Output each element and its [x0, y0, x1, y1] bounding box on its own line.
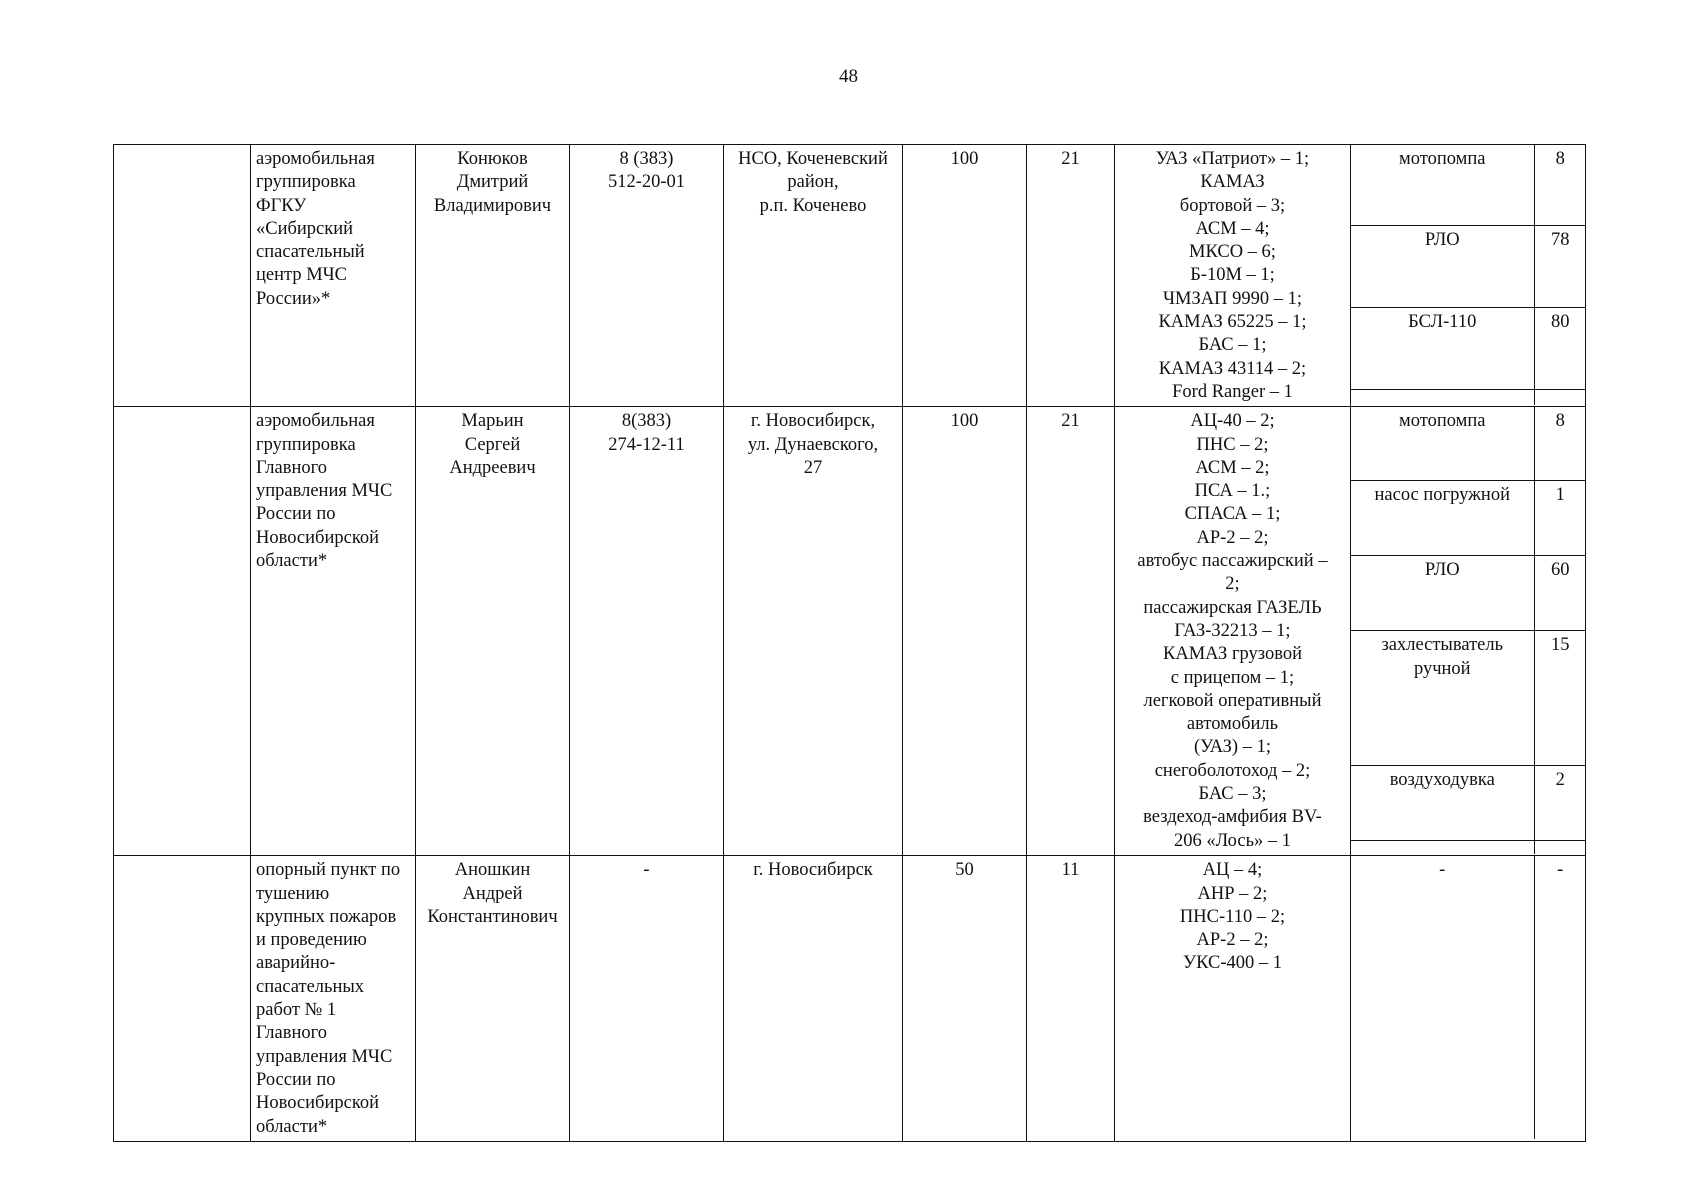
- address-cell: [724, 407, 903, 856]
- address-line: г. Новосибирск,: [750, 411, 876, 432]
- equipment-qty: 1: [1534, 481, 1586, 556]
- equipment-name: насос погружной: [1351, 481, 1534, 556]
- vehicle-line: АР-2 – 2;: [1196, 527, 1269, 548]
- vehicles-cell: [1115, 856, 1351, 1142]
- equipment-table: [1351, 407, 1586, 854]
- head-name-line: Андрей: [462, 883, 523, 904]
- head-name-cell: [416, 856, 570, 1142]
- vehicle-line: БАС – 3;: [1198, 784, 1267, 805]
- equipment-qty: 15: [1534, 631, 1586, 766]
- vehicle-line: КАМАЗ: [1200, 172, 1265, 193]
- unit-name-cell: [251, 145, 416, 407]
- equipment-filler: [1534, 390, 1586, 405]
- resources-table: [113, 144, 1586, 1142]
- head-name-line: Сергей: [464, 434, 521, 455]
- unit-name-line: России по: [256, 504, 336, 525]
- equipment-name: мотопомпа: [1351, 407, 1534, 481]
- unit-name-cell: [251, 407, 416, 856]
- unit-name-line: спасательный: [256, 242, 365, 263]
- address-line: район,: [787, 172, 839, 193]
- vehicle-line: бортовой – 3;: [1179, 195, 1286, 216]
- equipment-qty: 8: [1534, 145, 1586, 226]
- equipment-filler: [1534, 840, 1586, 854]
- vehicle-line: АСМ – 4;: [1195, 218, 1270, 239]
- table-row: [114, 856, 1586, 1142]
- unit-name-line: и проведению: [256, 930, 367, 951]
- vehicle-line: ГАЗ-32213 – 1;: [1174, 620, 1291, 641]
- vehicle-line: АЦ-40 – 2;: [1190, 411, 1275, 432]
- equipment-qty: 2: [1534, 765, 1586, 840]
- equipment-cell: [1351, 407, 1586, 856]
- vehicle-line: КАМАЗ грузовой: [1163, 644, 1302, 665]
- head-name-line: Константинович: [427, 906, 558, 927]
- vehicle-line: ЧМЗАП 9990 – 1;: [1163, 288, 1302, 309]
- unit-name-line: Новосибирской: [256, 527, 380, 548]
- head-name-line: Марьин: [461, 411, 524, 432]
- vehicle-line: УКС-400 – 1: [1183, 953, 1282, 974]
- equipment-cell: [1351, 145, 1586, 407]
- equipment-row: [1351, 765, 1586, 840]
- unit-name-line: аэромобильная: [256, 411, 375, 432]
- equipment-qty: 8: [1534, 407, 1586, 481]
- vehicle-line: Б-10М – 1;: [1190, 265, 1275, 286]
- address-cell: [724, 145, 903, 407]
- vehicle-line: ПНС-110 – 2;: [1179, 906, 1286, 927]
- equipment-filler: [1351, 840, 1534, 854]
- phone-line: 512-20-01: [607, 172, 686, 193]
- vehicle-count-cell: 21: [1027, 145, 1115, 407]
- blank-cell: [114, 856, 251, 1142]
- vehicle-line: ПСА – 1.;: [1194, 481, 1271, 502]
- page-number: 48: [839, 66, 858, 87]
- head-name-line: Владимирович: [433, 195, 552, 216]
- unit-name-cell: [251, 856, 416, 1142]
- unit-name-line: ФГКУ: [256, 195, 307, 216]
- equipment-filler-row: [1351, 840, 1586, 854]
- equipment-qty: -: [1534, 856, 1586, 1139]
- equipment-row: [1351, 556, 1586, 631]
- equipment-row: [1351, 407, 1586, 481]
- address-line: г. Новосибирск: [753, 860, 873, 881]
- vehicle-line: КАМАЗ 43114 – 2;: [1158, 358, 1307, 379]
- phone-line: 8 (383): [619, 149, 674, 169]
- vehicle-line: (УАЗ) – 1;: [1194, 737, 1271, 758]
- phone-cell: [570, 145, 724, 407]
- equipment-filler-row: [1351, 390, 1586, 405]
- vehicle-line: снегоболотоход – 2;: [1154, 760, 1311, 781]
- equipment-qty: 80: [1534, 308, 1586, 390]
- equipment-row: [1351, 856, 1586, 1139]
- equipment-row: [1351, 308, 1586, 390]
- equipment-name: -: [1439, 860, 1446, 881]
- table-row: [114, 145, 1586, 407]
- unit-name-line: аварийно-: [256, 953, 336, 974]
- phone-line: -: [643, 860, 650, 881]
- vehicle-line: АР-2 – 2;: [1196, 930, 1269, 951]
- vehicle-line: БАС – 1;: [1198, 335, 1267, 356]
- unit-name-line: «Сибирский: [256, 218, 354, 239]
- vehicle-line: МКСО – 6;: [1189, 242, 1276, 263]
- blank-cell: [114, 145, 251, 407]
- equipment-name: воздуходувка: [1351, 765, 1534, 840]
- vehicle-line: АЦ – 4;: [1202, 860, 1263, 881]
- vehicle-line: СПАСА – 1;: [1184, 504, 1281, 525]
- vehicle-line: пассажирская ГАЗЕЛЬ: [1143, 597, 1322, 618]
- unit-name-line: России по: [256, 1069, 336, 1090]
- vehicle-line: ПНС – 2;: [1196, 434, 1269, 455]
- vehicle-line: Ford Ranger – 1: [1172, 381, 1293, 402]
- equipment-name: РЛО: [1351, 556, 1534, 631]
- equipment-cell: [1351, 856, 1586, 1142]
- vehicle-line: АСМ – 2;: [1195, 457, 1270, 478]
- personnel-cell: 100: [903, 145, 1027, 407]
- equipment-row: [1351, 631, 1586, 766]
- equipment-row: [1351, 226, 1586, 308]
- head-name-cell: [416, 407, 570, 856]
- equipment-row: [1351, 481, 1586, 556]
- address-cell: [724, 856, 903, 1142]
- vehicle-line: 206 «Лось» – 1: [1173, 830, 1292, 851]
- equipment-table: [1351, 145, 1586, 405]
- unit-name-line: области*: [256, 551, 328, 572]
- unit-name-line: управления МЧС: [256, 481, 393, 502]
- equipment-name: мотопомпа: [1351, 145, 1534, 226]
- equipment-table: [1351, 856, 1586, 1139]
- vehicle-line: УАЗ «Патриот» – 1;: [1155, 149, 1310, 169]
- vehicle-line: легковой оперативный: [1143, 690, 1322, 711]
- head-name-line: Андреевич: [449, 457, 536, 478]
- unit-name-line: России»*: [256, 288, 331, 309]
- head-name-line: Конюков: [457, 149, 528, 169]
- phone-line: 274-12-11: [608, 434, 685, 455]
- equipment-name: захлестыватель ручной: [1351, 631, 1534, 766]
- head-name-line: Аношкин: [454, 860, 531, 881]
- unit-name-line: группировка: [256, 434, 356, 455]
- vehicles-cell: [1115, 407, 1351, 856]
- equipment-filler: [1351, 390, 1534, 405]
- unit-name-line: Главного: [256, 1023, 328, 1044]
- phone-cell: [570, 407, 724, 856]
- unit-name-line: опорный пункт по: [256, 860, 401, 881]
- unit-name-line: центр МЧС: [256, 265, 348, 286]
- equipment-name: РЛО: [1351, 226, 1534, 308]
- phone-cell: [570, 856, 724, 1142]
- equipment-qty: 60: [1534, 556, 1586, 631]
- vehicle-line: АНР – 2;: [1197, 883, 1268, 904]
- vehicles-cell: [1115, 145, 1351, 407]
- phone-line: 8(383): [621, 411, 672, 432]
- vehicle-line: вездеход-амфибия BV-: [1143, 807, 1322, 828]
- unit-name-line: Главного: [256, 457, 328, 478]
- unit-name-line: работ № 1: [256, 1000, 337, 1021]
- head-name-line: Дмитрий: [456, 172, 529, 193]
- unit-name-line: аэромобильная: [256, 149, 375, 169]
- address-line: ул. Дунаевского,: [747, 434, 879, 455]
- equipment-row: [1351, 145, 1586, 226]
- personnel-cell: 100: [903, 407, 1027, 856]
- table-row: [114, 407, 1586, 856]
- address-line: НСО, Коченевский: [738, 149, 888, 169]
- unit-name-line: Новосибирской: [256, 1093, 380, 1114]
- unit-name-line: спасательных: [256, 976, 365, 997]
- vehicle-line: автомобиль: [1186, 714, 1279, 735]
- vehicle-count-cell: 21: [1027, 407, 1115, 856]
- unit-name-line: группировка: [256, 172, 356, 193]
- vehicle-line: автобус пассажирский –: [1137, 551, 1328, 572]
- vehicle-count-cell: 11: [1027, 856, 1115, 1142]
- vehicle-line: КАМАЗ 65225 – 1;: [1158, 312, 1307, 333]
- unit-name-line: области*: [256, 1116, 328, 1137]
- address-line: р.п. Коченево: [759, 195, 867, 216]
- vehicle-line: 2;: [1225, 574, 1240, 595]
- vehicle-line: с прицепом – 1;: [1170, 667, 1295, 688]
- personnel-cell: 50: [903, 856, 1027, 1142]
- equipment-qty: 78: [1534, 226, 1586, 308]
- head-name-cell: [416, 145, 570, 407]
- unit-name-line: крупных пожаров: [256, 906, 397, 927]
- blank-cell: [114, 407, 251, 856]
- equipment-name: БСЛ-110: [1351, 308, 1534, 390]
- address-line: 27: [803, 457, 823, 478]
- unit-name-line: тушению: [256, 883, 330, 904]
- unit-name-line: управления МЧС: [256, 1046, 393, 1067]
